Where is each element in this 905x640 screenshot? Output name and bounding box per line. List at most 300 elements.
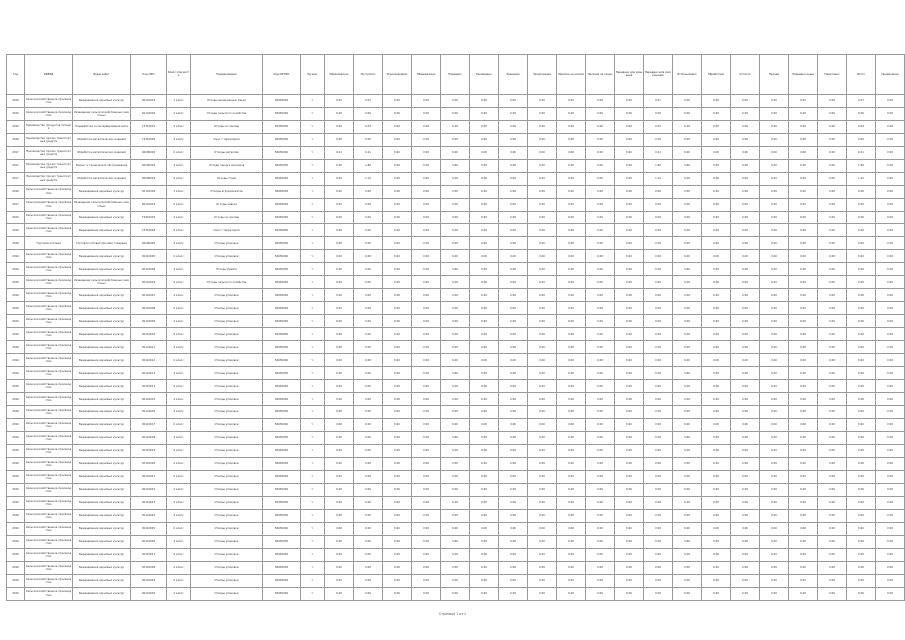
table-cell: 0.00: [354, 237, 383, 250]
table-row: [7, 302, 905, 315]
table-cell: 0.00: [847, 341, 876, 354]
table-row: [7, 587, 905, 600]
table-cell: 0.00: [354, 483, 383, 496]
table-cell: 0.00: [528, 509, 557, 522]
table-row: [7, 263, 905, 276]
table-cell: 0.00: [325, 250, 354, 263]
table-cell: 56650000: [263, 133, 301, 146]
table-cell: 0.00: [586, 120, 615, 133]
table-cell: 0.00: [760, 444, 789, 457]
column-header: Образовалось: [325, 55, 354, 95]
table-cell: 30110025: [131, 522, 167, 535]
table-cell: 0.00: [847, 406, 876, 419]
table-cell: 0.00: [441, 354, 470, 367]
table-cell: 0.00: [731, 224, 760, 237]
table-cell: 0.00: [499, 548, 528, 561]
table-cell: 2016: [7, 367, 25, 380]
table-cell: 0.00: [615, 211, 644, 224]
table-cell: 0.00: [499, 380, 528, 393]
table-cell: 0.00: [528, 431, 557, 444]
table-cell: Выращивание зерновых культур: [73, 496, 131, 509]
table-cell: 0.00: [528, 483, 557, 496]
table-cell: Выращивание зерновых культур: [73, 354, 131, 367]
table-cell: 0.00: [499, 120, 528, 133]
table-cell: т.: [301, 341, 325, 354]
table-cell: 0.00: [673, 354, 702, 367]
table-cell: 0.00: [528, 172, 557, 185]
table-cell: 0.00: [412, 496, 441, 509]
table-cell: 0.00: [557, 470, 586, 483]
table-cell: 0.00: [499, 133, 528, 146]
table-row: [7, 341, 905, 354]
table-cell: Отходы упаковки: [191, 406, 263, 419]
table-cell: 30110019: [131, 444, 167, 457]
table-cell: 0.03: [644, 120, 673, 133]
table-cell: Сельскохозяйственное производство: [25, 328, 73, 341]
table-cell: 0.00: [412, 94, 441, 107]
table-cell: т.: [301, 289, 325, 302]
table-cell: 0.00: [412, 198, 441, 211]
table-row: [7, 211, 905, 224]
table-row: [7, 496, 905, 509]
table-cell: 0.00: [789, 354, 818, 367]
table-cell: 0.00: [354, 289, 383, 302]
table-cell: 0.00: [615, 237, 644, 250]
table-cell: 30110027: [131, 548, 167, 561]
table-cell: 0.00: [644, 237, 673, 250]
table-cell: 0.00: [441, 224, 470, 237]
table-cell: 0.00: [383, 587, 412, 600]
table-cell: 30110026: [131, 535, 167, 548]
table-cell: Выращивание зерновых культур: [73, 483, 131, 496]
table-cell: 0.00: [644, 328, 673, 341]
table-cell: 0.00: [818, 367, 847, 380]
table-cell: 0.00: [876, 211, 905, 224]
table-cell: 0.00: [354, 211, 383, 224]
column-header: Остаток: [731, 55, 760, 95]
table-cell: 0.00: [528, 535, 557, 548]
table-cell: 0.00: [702, 94, 731, 107]
table-cell: Отходы упаковки: [191, 587, 263, 600]
table-cell: 0.00: [470, 380, 499, 393]
table-cell: 0.00: [528, 587, 557, 600]
table-cell: 0.00: [760, 535, 789, 548]
table-cell: 0.00: [818, 211, 847, 224]
table-row: [7, 535, 905, 548]
table-cell: 0.00: [354, 367, 383, 380]
table-cell: 0.00: [412, 120, 441, 133]
table-cell: т.: [301, 94, 325, 107]
table-cell: 0.00: [441, 250, 470, 263]
table-cell: 0.00: [557, 133, 586, 146]
table-cell: 4 класс: [167, 198, 191, 211]
table-cell: 0.00: [615, 120, 644, 133]
table-cell: Отходы упаковки: [191, 393, 263, 406]
table-cell: 0.00: [586, 561, 615, 574]
table-cell: 0.00: [702, 276, 731, 289]
table-row: [7, 133, 905, 146]
table-cell: 0.00: [383, 457, 412, 470]
table-cell: 0.00: [586, 172, 615, 185]
table-cell: 0.00: [325, 574, 354, 587]
table-cell: 0.00: [499, 444, 528, 457]
table-cell: 0.00: [673, 496, 702, 509]
table-cell: 0.00: [441, 107, 470, 120]
table-cell: 0.00: [615, 263, 644, 276]
table-cell: 4 класс: [167, 393, 191, 406]
table-cell: 0.00: [470, 237, 499, 250]
table-cell: 0.00: [586, 419, 615, 432]
table-cell: 2016: [7, 250, 25, 263]
table-cell: 0.00: [528, 496, 557, 509]
table-cell: Сельскохозяйственное производство: [25, 198, 73, 211]
table-cell: 0.00: [818, 587, 847, 600]
table-cell: 73310004: [131, 224, 167, 237]
table-cell: т.: [301, 483, 325, 496]
table-cell: 0.00: [499, 457, 528, 470]
table-cell: 1.80: [644, 159, 673, 172]
table-cell: 0.00: [383, 522, 412, 535]
table-cell: 30110020: [131, 457, 167, 470]
table-cell: 0.00: [615, 483, 644, 496]
table-cell: 0.00: [615, 419, 644, 432]
table-cell: Сельскохозяйственное производство: [25, 289, 73, 302]
table-cell: 56650000: [263, 107, 301, 120]
table-cell: т.: [301, 380, 325, 393]
table-row: [7, 328, 905, 341]
table-cell: 0.00: [354, 341, 383, 354]
table-cell: Производство прочих транспортных средств: [25, 159, 73, 172]
table-cell: 0.00: [673, 289, 702, 302]
table-cell: 0.00: [818, 561, 847, 574]
table-cell: 0.00: [586, 146, 615, 159]
table-cell: 0.00: [702, 406, 731, 419]
table-cell: 0.00: [789, 561, 818, 574]
table-cell: 0.00: [818, 522, 847, 535]
table-cell: 4 класс: [167, 431, 191, 444]
table-cell: 0.00: [412, 367, 441, 380]
table-cell: Отходы упаковки: [191, 341, 263, 354]
table-cell: Отходы упаковки: [191, 328, 263, 341]
table-cell: 0.00: [528, 159, 557, 172]
table-cell: 0.00: [557, 276, 586, 289]
table-cell: 0.00: [441, 263, 470, 276]
table-cell: 0.00: [557, 211, 586, 224]
table-cell: 0.00: [470, 328, 499, 341]
table-cell: 0.00: [847, 354, 876, 367]
table-cell: 0.00: [354, 393, 383, 406]
table-cell: 0.00: [470, 587, 499, 600]
table-cell: 0.00: [383, 406, 412, 419]
table-cell: Сельскохозяйственное производство: [25, 444, 73, 457]
table-cell: 2016: [7, 133, 25, 146]
table-cell: 0.00: [644, 470, 673, 483]
column-header: Передано для хранения: [615, 55, 644, 95]
table-cell: 0.00: [586, 535, 615, 548]
table-cell: 0.07: [354, 94, 383, 107]
table-cell: 1.12: [354, 172, 383, 185]
table-cell: 56650000: [263, 211, 301, 224]
table-cell: 0.00: [528, 237, 557, 250]
table-cell: 0.00: [441, 237, 470, 250]
table-cell: 0.00: [412, 431, 441, 444]
table-cell: 0.00: [412, 380, 441, 393]
table-cell: 0.00: [876, 457, 905, 470]
table-cell: 0.00: [557, 263, 586, 276]
table-cell: 0.00: [673, 120, 702, 133]
table-cell: 0.00: [818, 94, 847, 107]
table-cell: 0.00: [528, 211, 557, 224]
table-cell: 4 класс: [167, 380, 191, 393]
table-cell: 0.00: [615, 198, 644, 211]
table-cell: т.: [301, 444, 325, 457]
table-cell: 0.00: [673, 483, 702, 496]
table-cell: 4 класс: [167, 133, 191, 146]
table-cell: 0.00: [383, 509, 412, 522]
page-number: Страница 1 из 1: [438, 612, 467, 616]
table-cell: 0.00: [528, 574, 557, 587]
table-row: [7, 146, 905, 159]
table-cell: 0.00: [586, 406, 615, 419]
table-cell: 0.00: [847, 548, 876, 561]
table-cell: 73310001: [131, 120, 167, 133]
table-cell: 0.00: [325, 483, 354, 496]
table-cell: 0.00: [528, 302, 557, 315]
table-cell: 0.00: [557, 328, 586, 341]
table-cell: Отходы сельского хозяйства: [191, 107, 263, 120]
table-cell: 0.00: [325, 496, 354, 509]
table-cell: 0.00: [789, 483, 818, 496]
table-cell: 2016: [7, 548, 25, 561]
table-cell: 1.80: [847, 159, 876, 172]
table-cell: 0.00: [702, 159, 731, 172]
table-cell: 0.00: [818, 431, 847, 444]
table-cell: Сельскохозяйственное производство: [25, 185, 73, 198]
table-cell: 0.00: [702, 431, 731, 444]
table-cell: 0.00: [818, 276, 847, 289]
table-cell: 0.00: [441, 548, 470, 561]
column-header: Ед.изм.: [301, 55, 325, 95]
table-cell: 0.00: [731, 237, 760, 250]
table-cell: 0.00: [731, 470, 760, 483]
table-cell: 0.00: [789, 380, 818, 393]
table-cell: 56650000: [263, 289, 301, 302]
table-cell: 0.00: [702, 185, 731, 198]
table-cell: 0.00: [383, 328, 412, 341]
table-cell: 2017: [7, 198, 25, 211]
table-cell: 0.00: [818, 483, 847, 496]
column-header: Хранение: [499, 55, 528, 95]
table-cell: 0.00: [876, 341, 905, 354]
table-cell: Отходы упаковки: [191, 470, 263, 483]
table-cell: 0.00: [760, 224, 789, 237]
table-cell: 0.00: [644, 561, 673, 574]
table-cell: Сельскохозяйственное производство: [25, 107, 73, 120]
table-cell: т.: [301, 185, 325, 198]
table-cell: 0.00: [876, 94, 905, 107]
column-header: Накоплено: [818, 55, 847, 95]
table-cell: т.: [301, 548, 325, 561]
table-cell: 0.00: [470, 496, 499, 509]
table-cell: 4 класс: [167, 457, 191, 470]
table-cell: 0.00: [673, 224, 702, 237]
column-header: Передано для захоронения: [644, 55, 673, 95]
table-cell: 0.00: [789, 431, 818, 444]
table-cell: 0.00: [731, 535, 760, 548]
table-cell: 0.00: [441, 522, 470, 535]
table-cell: 0.00: [499, 419, 528, 432]
table-cell: 0.00: [760, 483, 789, 496]
table-cell: 0.00: [673, 470, 702, 483]
table-cell: 0.00: [383, 393, 412, 406]
table-cell: 0.00: [760, 159, 789, 172]
table-cell: 0.00: [760, 146, 789, 159]
table-cell: 0.21: [847, 146, 876, 159]
table-cell: 0.00: [644, 211, 673, 224]
table-cell: 0.00: [644, 185, 673, 198]
table-cell: 0.00: [847, 263, 876, 276]
table-cell: Сельскохозяйственное производство: [25, 509, 73, 522]
table-cell: 0.00: [470, 250, 499, 263]
table-cell: Выращивание зерновых культур: [73, 470, 131, 483]
table-cell: 0.00: [615, 367, 644, 380]
table-cell: 0.21: [354, 146, 383, 159]
table-cell: 0.00: [325, 328, 354, 341]
table-cell: 0.00: [731, 431, 760, 444]
table-cell: 0.00: [702, 561, 731, 574]
table-cell: 0.00: [557, 406, 586, 419]
table-cell: 0.00: [644, 483, 673, 496]
table-cell: 4 класс: [167, 159, 191, 172]
table-row: [7, 380, 905, 393]
table-cell: 2016: [7, 289, 25, 302]
table-row: [7, 470, 905, 483]
table-cell: Отходы упаковки: [191, 457, 263, 470]
table-cell: 0.00: [760, 574, 789, 587]
table-cell: Сельскохозяйственное производство: [25, 587, 73, 600]
table-cell: 0.00: [586, 302, 615, 315]
table-cell: 0.00: [615, 574, 644, 587]
table-cell: 56650000: [263, 315, 301, 328]
table-cell: Отходы из жилищ: [191, 120, 263, 133]
table-cell: т.: [301, 133, 325, 146]
table-cell: 0.00: [383, 574, 412, 587]
table-cell: 0.00: [325, 237, 354, 250]
table-row: [7, 172, 905, 185]
table-cell: 0.00: [731, 185, 760, 198]
table-cell: 0.00: [499, 146, 528, 159]
table-cell: 0.00: [586, 276, 615, 289]
table-cell: 0.00: [615, 561, 644, 574]
table-cell: 0.00: [470, 302, 499, 315]
table-cell: 1.12: [847, 172, 876, 185]
table-cell: 0.00: [557, 419, 586, 432]
table-cell: 0.00: [354, 354, 383, 367]
table-cell: 0.00: [412, 535, 441, 548]
table-row: [7, 509, 905, 522]
table-cell: 0.00: [673, 263, 702, 276]
table-cell: 0.00: [383, 159, 412, 172]
table-cell: Сельскохозяйственное производство: [25, 94, 73, 107]
table-cell: 0.00: [354, 315, 383, 328]
table-cell: 0.00: [818, 185, 847, 198]
table-cell: 0.00: [673, 587, 702, 600]
table-cell: 0.00: [760, 185, 789, 198]
table-cell: 0.00: [876, 263, 905, 276]
table-cell: 56650000: [263, 263, 301, 276]
table-cell: 0.00: [789, 509, 818, 522]
table-cell: 0.00: [818, 107, 847, 120]
table-cell: т.: [301, 172, 325, 185]
table-cell: 0.00: [760, 561, 789, 574]
table-cell: 0.00: [673, 341, 702, 354]
table-cell: 0.00: [760, 393, 789, 406]
table-cell: 0.00: [470, 185, 499, 198]
table-row: [7, 393, 905, 406]
table-row: [7, 574, 905, 587]
table-cell: 0.00: [818, 263, 847, 276]
table-cell: 0.00: [789, 211, 818, 224]
column-header: Прочее: [760, 55, 789, 95]
column-header: Виды работ: [73, 55, 131, 95]
table-cell: 0.00: [702, 496, 731, 509]
table-cell: 0.00: [441, 561, 470, 574]
table-cell: 0.00: [528, 393, 557, 406]
column-header: Передано иным: [789, 55, 818, 95]
table-cell: 56650000: [263, 380, 301, 393]
table-cell: 0.00: [673, 94, 702, 107]
table-cell: 0.00: [673, 302, 702, 315]
table-cell: 0.00: [586, 367, 615, 380]
table-cell: 0.00: [557, 315, 586, 328]
table-cell: 56650000: [263, 587, 301, 600]
table-cell: 0.00: [789, 224, 818, 237]
table-cell: 0.00: [702, 224, 731, 237]
table-cell: 0.00: [876, 431, 905, 444]
table-cell: 46200005: [131, 237, 167, 250]
table-cell: 0.00: [847, 224, 876, 237]
table-cell: 0.21: [325, 146, 354, 159]
table-cell: 0.00: [499, 185, 528, 198]
table-cell: 2016: [7, 224, 25, 237]
table-cell: 0.00: [615, 133, 644, 146]
table-cell: 0.00: [702, 341, 731, 354]
table-cell: 0.00: [760, 548, 789, 561]
table-cell: 0.00: [528, 367, 557, 380]
table-cell: 0.00: [499, 496, 528, 509]
table-cell: 0.00: [441, 120, 470, 133]
table-cell: 0.00: [325, 159, 354, 172]
table-cell: 0.00: [789, 548, 818, 561]
table-cell: 0.00: [702, 509, 731, 522]
table-cell: т.: [301, 393, 325, 406]
table-cell: 0.00: [528, 522, 557, 535]
table-cell: 0.00: [499, 302, 528, 315]
table-cell: 2016: [7, 509, 25, 522]
table-cell: 0.00: [644, 380, 673, 393]
table-cell: 1.12: [644, 172, 673, 185]
table-cell: 0.00: [847, 302, 876, 315]
table-cell: 0.00: [412, 185, 441, 198]
table-cell: Отходы упаковки: [191, 483, 263, 496]
table-cell: 0.00: [702, 289, 731, 302]
table-cell: 0.00: [325, 172, 354, 185]
table-cell: 0.00: [702, 574, 731, 587]
table-cell: 0.00: [615, 341, 644, 354]
table-cell: 30110017: [131, 419, 167, 432]
table-cell: т.: [301, 561, 325, 574]
table-cell: 0.00: [673, 211, 702, 224]
